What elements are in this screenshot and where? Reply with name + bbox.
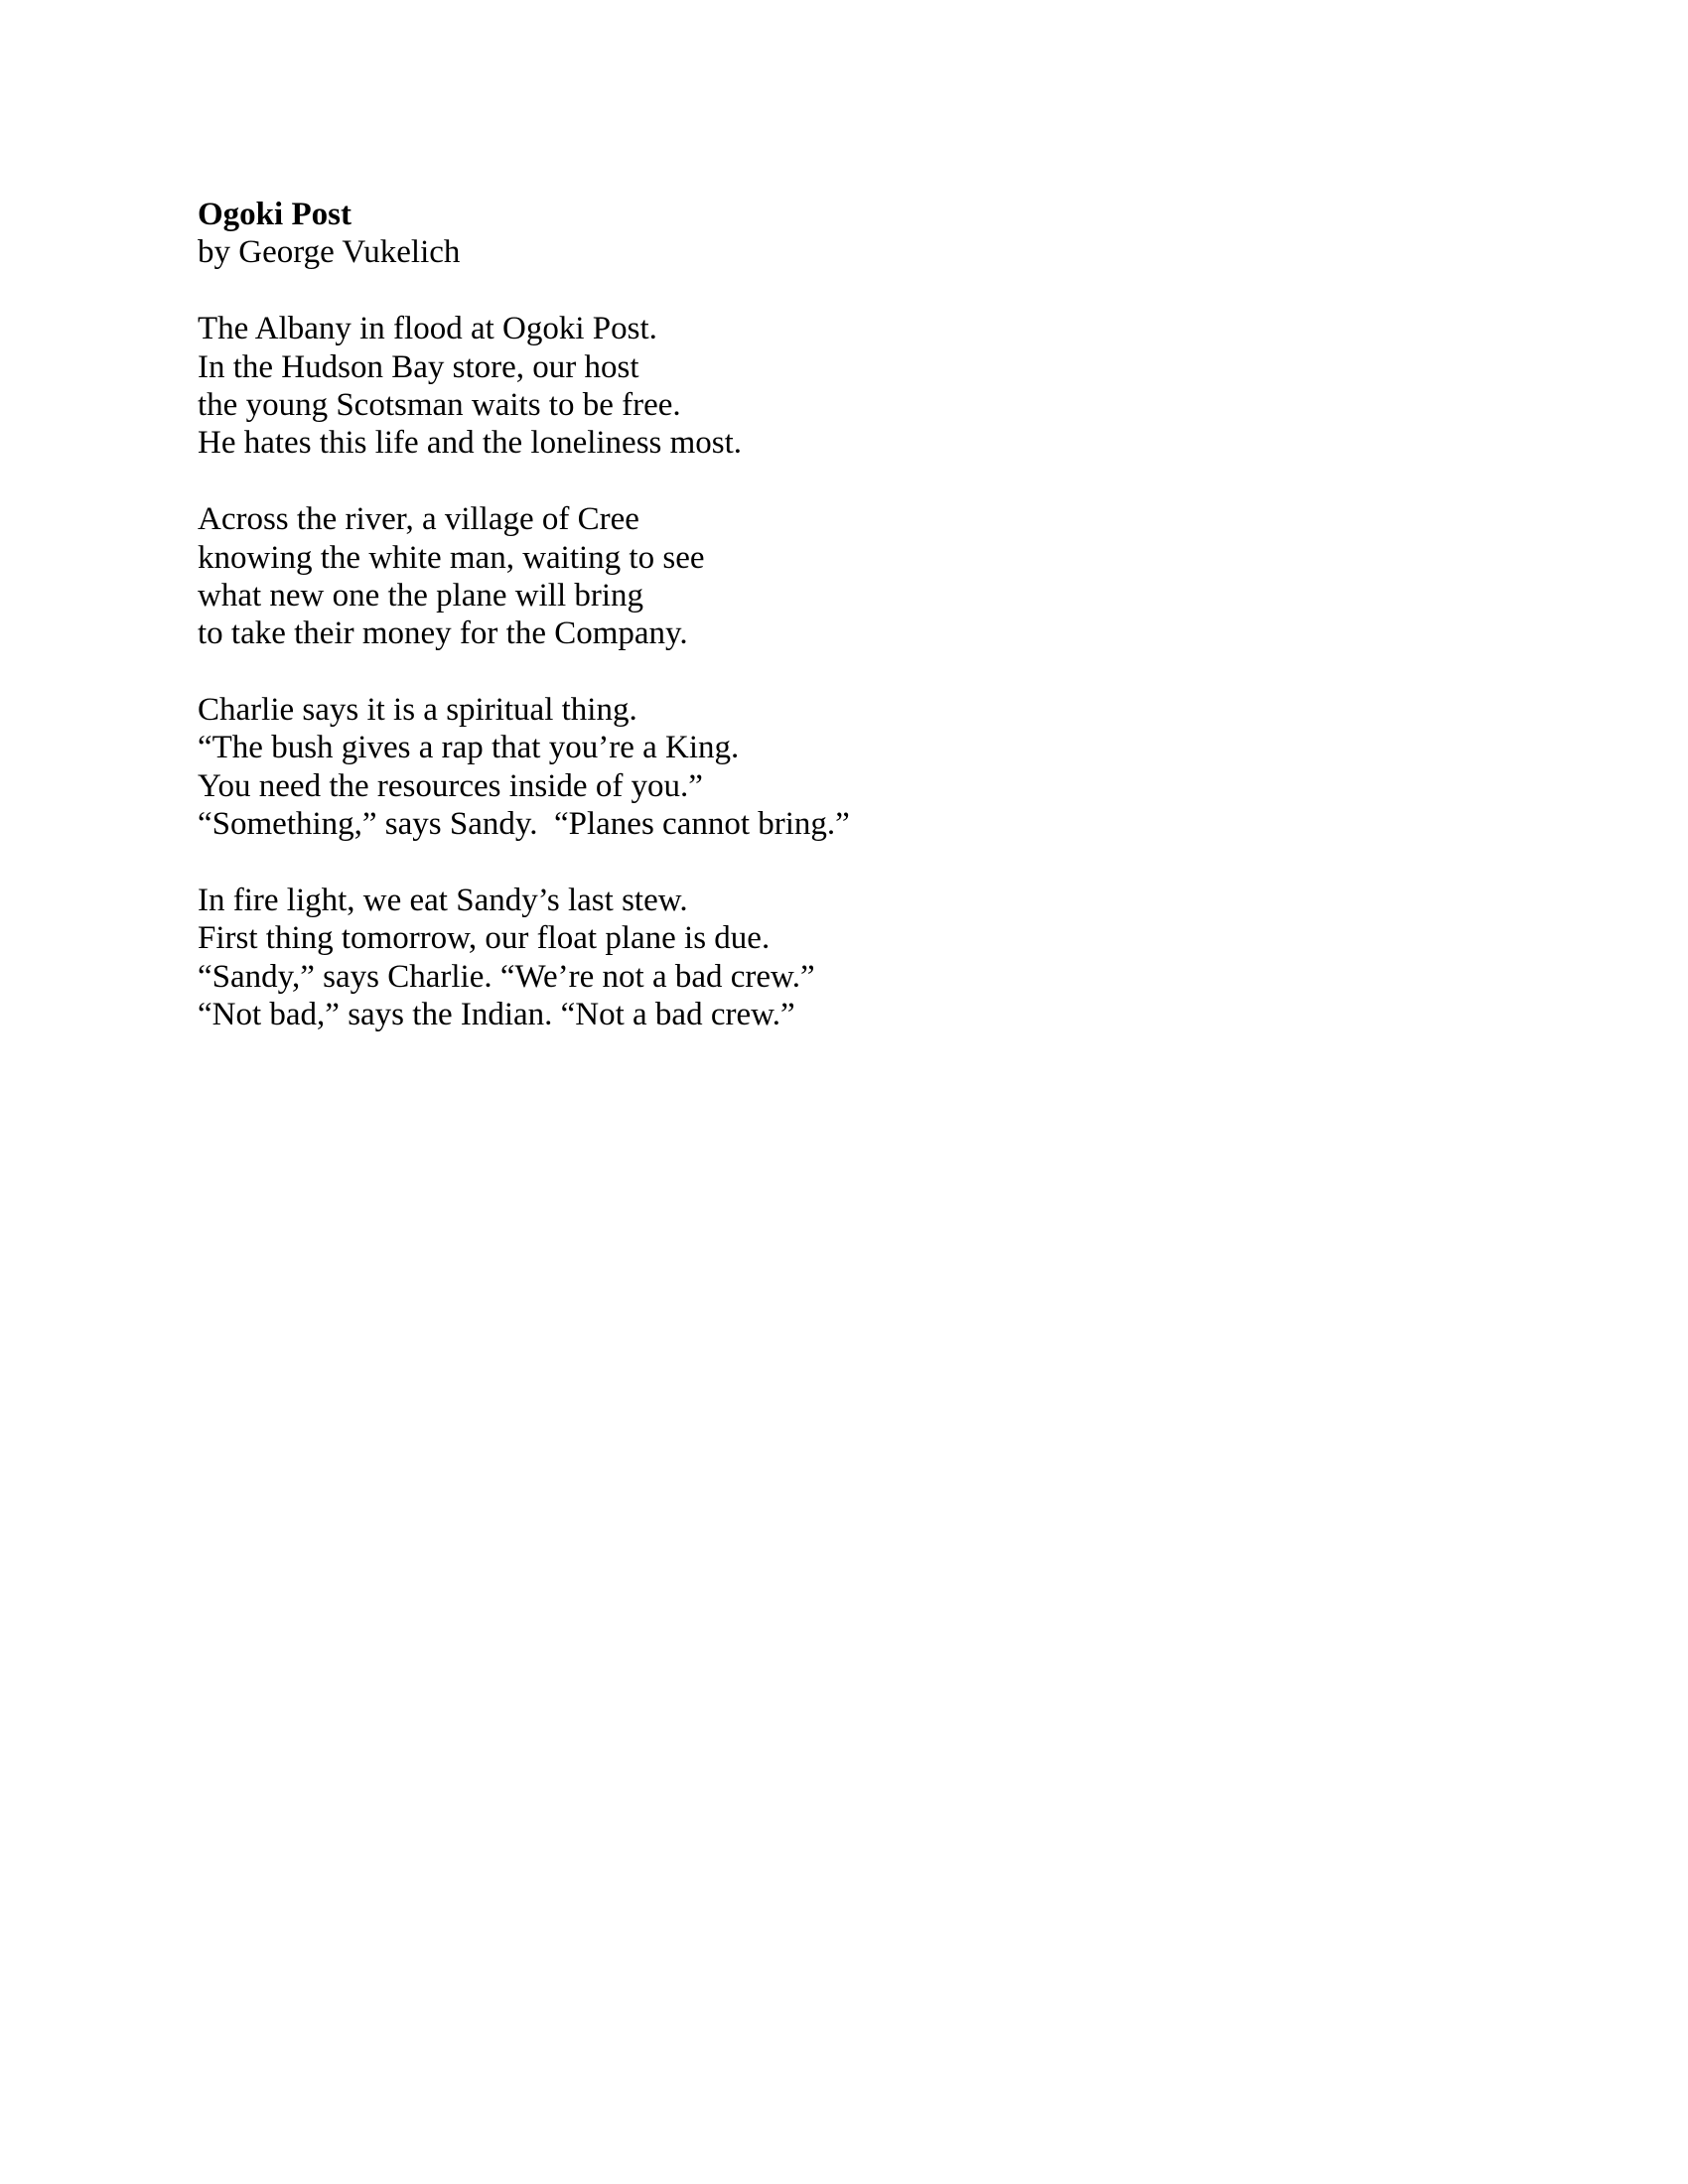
stanza-line: He hates this life and the loneliness most.: [198, 425, 743, 462]
stanza-line: what new one the plane will bring: [198, 577, 644, 614]
stanza-line: knowing the white man, waiting to see: [198, 539, 705, 576]
stanza-line: to take their money for the Company.: [198, 615, 688, 652]
stanza-4: [198, 882, 1488, 1034]
stanza-line: Charlie says it is a spiritual thing.: [198, 692, 637, 729]
stanza-line: In fire light, we eat Sandy’s last stew.: [198, 883, 688, 919]
stanza-line: In the Hudson Bay store, our host: [198, 348, 639, 385]
poem-byline: by George Vukelich: [198, 234, 461, 271]
stanza-2: [198, 500, 1488, 653]
poem-page: [198, 196, 1488, 1034]
stanza-line: “Not bad,” says the Indian. “Not a bad crew.”: [198, 997, 795, 1033]
stanza-3: [198, 691, 1488, 844]
stanza-1: [198, 310, 1488, 463]
stanza-line: “Something,” says Sandy. “Planes cannot bring.”: [198, 806, 850, 843]
stanza-line: the young Scotsman waits to be free.: [198, 386, 681, 423]
stanza-line: Across the river, a village of Cree: [198, 501, 639, 538]
stanza-line: First thing tomorrow, our float plane is due.: [198, 920, 771, 957]
stanza-line: You need the resources inside of you.”: [198, 767, 703, 804]
stanza-line: The Albany in flood at Ogoki Post.: [198, 311, 657, 347]
stanza-line: “Sandy,” says Charlie. “We’re not a bad crew.”: [198, 958, 815, 995]
poem-title: Ogoki Post: [198, 197, 352, 232]
stanza-line: “The bush gives a rap that you’re a King.: [198, 730, 740, 766]
